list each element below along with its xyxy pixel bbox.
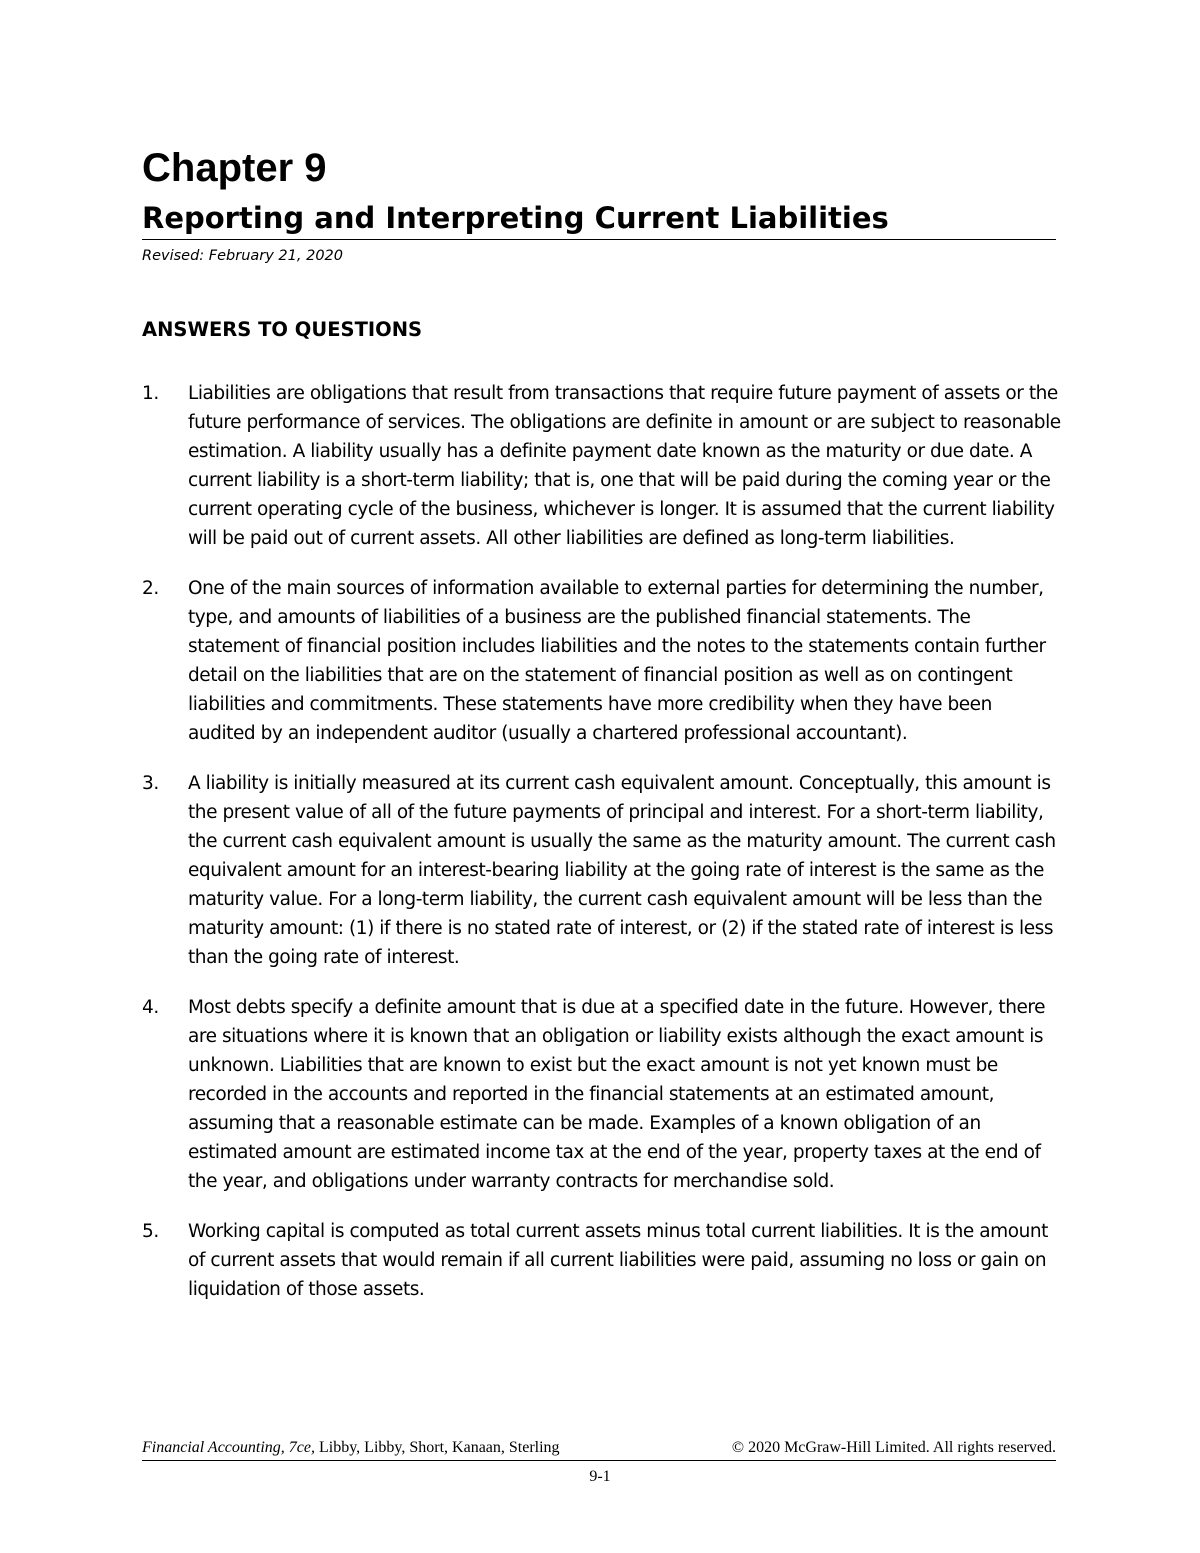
- answer-item: [142, 574, 1062, 748]
- answer-item: [142, 1217, 1062, 1304]
- chapter-title: Reporting and Interpreting Current Liabilities: [142, 198, 1056, 240]
- answers-list: [142, 379, 1062, 1325]
- answer-item: [142, 769, 1062, 972]
- chapter-heading: Chapter 9: [142, 146, 327, 190]
- answer-text: One of the main sources of information available to external parties for determining the number, type, and amounts of liabilities of a business are the published financial statements. The statement of financial position includes liabilities and the notes to the statements contain further detail on the liabilities that are on the statement of financial position as well as on contingent liabilities and commitments. These statements have more credibility when they have been audited by an independent auditor (usually a chartered professional accountant).: [188, 578, 1046, 744]
- answer-number: 1.: [142, 383, 159, 404]
- footer-citation: [142, 1436, 560, 1460]
- answer-text: A liability is initially measured at its current cash equivalent amount. Conceptually, this amount is the present value of all of the future payments of principal and interest. For a short-term liability, the current cash equivalent amount is usually the same as the maturity amount. The current cash equivalent amount for an interest-bearing liability at the going rate of interest is the same as the maturity value. For a long-term liability, the current cash equivalent amount will be less than the maturity amount: (1) if there is no stated rate of interest, or (2) if the stated rate of interest is less than the going rate of interest.: [188, 773, 1056, 968]
- answer-text: Most debts specify a definite amount that is due at a specified date in the future. However, there are situations where it is known that an obligation or liability exists although the exact amount is unknown. Liabilities that are known to exist but the exact amount is not yet known must be recorded in the accounts and reported in the financial statements at an estimated amount, assuming that a reasonable estimate can be made. Examples of a known obligation of an estimated amount are estimated income tax at the end of the year, property taxes at the end of the year, and obligations under warranty contracts for merchandise sold.: [188, 997, 1046, 1192]
- page-footer: [142, 1436, 1056, 1461]
- answer-item: [142, 993, 1062, 1196]
- footer-book-title: Financial Accounting, 7ce,: [142, 1439, 315, 1456]
- answer-text: Liabilities are obligations that result from transactions that require future payment of assets or the future performance of services. The obligations are definite in amount or are subject to reasonable estimation. A liability usually has a definite payment date known as the maturity or due date. A current liability is a short-term liability; that is, one that will be paid during the coming year or the current operating cycle of the business, whichever is longer. It is assumed that the current liability will be paid out of current assets. All other liabilities are defined as long-term liabilities.: [188, 383, 1061, 549]
- answer-number: 3.: [142, 773, 159, 794]
- section-heading: ANSWERS TO QUESTIONS: [142, 318, 423, 341]
- answer-text: Working capital is computed as total current assets minus total current liabilities. It is the amount of current assets that would remain if all current liabilities were paid, assuming no loss or gain on liquidation of those assets.: [188, 1221, 1048, 1300]
- answer-number: 2.: [142, 578, 159, 599]
- revised-date: Revised: February 21, 2020: [142, 248, 344, 264]
- answer-item: [142, 379, 1062, 553]
- answer-number: 5.: [142, 1221, 159, 1242]
- footer-copyright: © 2020 McGraw-Hill Limited. All rights reserved.: [731, 1439, 1056, 1456]
- page-number: 9-1: [589, 1468, 611, 1485]
- answer-number: 4.: [142, 997, 159, 1018]
- footer-authors: Libby, Libby, Short, Kanaan, Sterling: [315, 1439, 560, 1456]
